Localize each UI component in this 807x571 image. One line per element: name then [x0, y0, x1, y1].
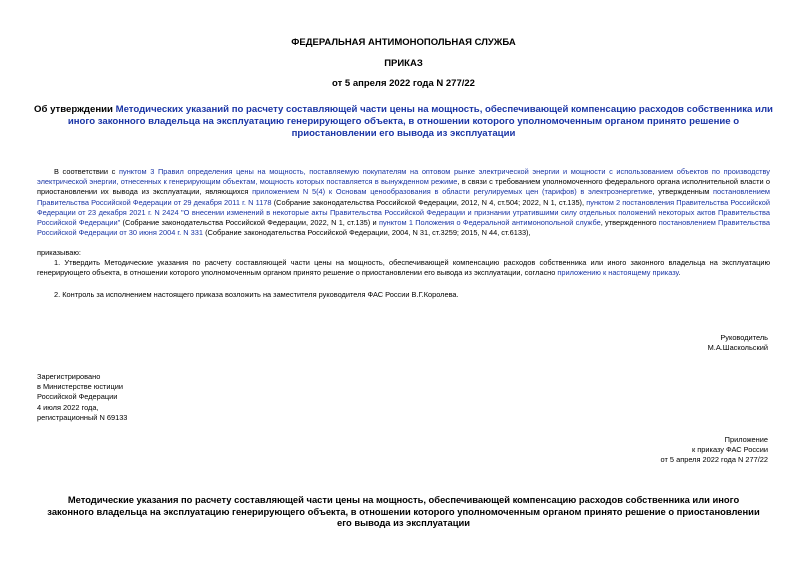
order-word: приказываю:: [37, 248, 81, 257]
appendix-line: к приказу ФАС России: [692, 445, 768, 455]
agency-name: ФЕДЕРАЛЬНАЯ АНТИМОНОПОЛЬНАЯ СЛУЖБА: [291, 37, 516, 48]
title-prefix: Об утверждении: [34, 104, 116, 115]
appendix-line: от 5 апреля 2022 года N 277/22: [660, 455, 768, 465]
preamble-text: , утвержденного: [600, 218, 659, 228]
item1-text: 1. Утвердить Методические указания по расчету составляющей части цены на мощность, обеспечивающей компенсацию расходов собственника или иного законного владельца на эксплуатацию генерирующего объекта, в отношении которого уполномоченным органом принято решение о приостановлении его вывода из эксплуатации, согласно: [37, 258, 770, 278]
preamble-text: , утвержденным: [652, 187, 714, 197]
order-item-2: 2. Контроль за исполнением настоящего приказа возложить на заместителя руководителя ФАС России В.Г.Королева.: [54, 290, 459, 299]
link-resolution-2424[interactable]: пунктом 2 постановления Правительства Российской Федерации от 23 декабря 2021 г. N 2424 "О внесении изменений в некоторые акты Правительства Российской Федерации и признании утратившими силу отдельных положений некоторых актов Правительства Российской Федерации": [37, 197, 771, 228]
registration-line: 4 июля 2022 года,: [37, 402, 99, 412]
link-appendix-5-4[interactable]: приложением N 5(4) к Основам ценообразования в области регулируемых цен (тарифов) в электроэнергетике: [252, 187, 653, 197]
preamble-paragraph: [37, 167, 770, 238]
appendix-title: Методические указания по расчету составляющей части цены на мощность, обеспечивающей компенсацию расходов собственника или иного законного владельца на эксплуатацию генерирующего объекта, в отношении которого уполномоченным органом принято решение о приостановлении его вывода из эксплуатации: [47, 494, 760, 529]
document-type: ПРИКАЗ: [384, 58, 423, 69]
link-appendix[interactable]: приложению к настоящему приказу: [557, 268, 679, 278]
appendix-header: [661, 435, 768, 466]
link-rules-p3[interactable]: пунктом 3 Правил определения цены на мощность, поставляемую покупателям на оптовом рынке электрической энергии и мощности с использованием объектов по производству электрической энергии, отнесенных к генерирующим объектам, мощность которых поставляется в вынужденном режиме: [37, 167, 771, 187]
link-resolution-331[interactable]: постановлением Правительства Российской Федерации от 30 июня 2004 г. N 331: [37, 218, 771, 238]
signature-role: Руководитель: [720, 333, 768, 342]
registration-line: Зарегистрировано: [37, 372, 101, 381]
registration-line: Российской Федерации: [37, 392, 118, 402]
signature-block: [708, 333, 768, 353]
preamble-text: (Собрание законодательства Российской Федерации, 2022, N 1, ст.135) и: [120, 218, 379, 228]
document-date-number: от 5 апреля 2022 года N 277/22: [332, 78, 475, 89]
appendix-line: Приложение: [724, 435, 768, 444]
preamble-text: (Собрание законодательства Российской Федерации, 2012, N 4, ст.504; 2022, N 1, ст.135),: [271, 197, 587, 207]
preamble-text: В соответствии с: [54, 167, 120, 176]
item1-end: .: [678, 268, 681, 278]
document-title: [32, 104, 775, 140]
registration-line: регистрационный N 69133: [37, 412, 128, 422]
registration-line: в Министерстве юстиции: [37, 382, 124, 392]
signature-name: М.А.Шаскольский: [707, 343, 768, 353]
preamble-text: , в связи с требованием уполномоченного федерального органа исполнительной власти о приостановлении их вывода из эксплуатации, являющихся: [37, 177, 770, 197]
link-fas-regulation[interactable]: пунктом 1 Положения о Федеральной антимонопольной службе: [378, 218, 601, 228]
registration-block: [37, 372, 127, 423]
title-link[interactable]: Методических указаний по расчету составляющей части цены на мощность, обеспечивающей компенсацию расходов собственника или иного законного владельца на эксплуатацию генерирующего объекта, в отношении которого уполномоченным органом принято решение о приостановлении его вывода из эксплуатации: [67, 104, 773, 139]
link-resolution-1178[interactable]: постановлением Правительства Российской Федерации от 29 декабря 2011 г. N 1178: [37, 187, 771, 207]
preamble-text: (Собрание законодательства Российской Федерации, 2004, N 31, ст.3259; 2015, N 44, ст.6133),: [203, 228, 531, 238]
order-item-1: [37, 258, 770, 278]
